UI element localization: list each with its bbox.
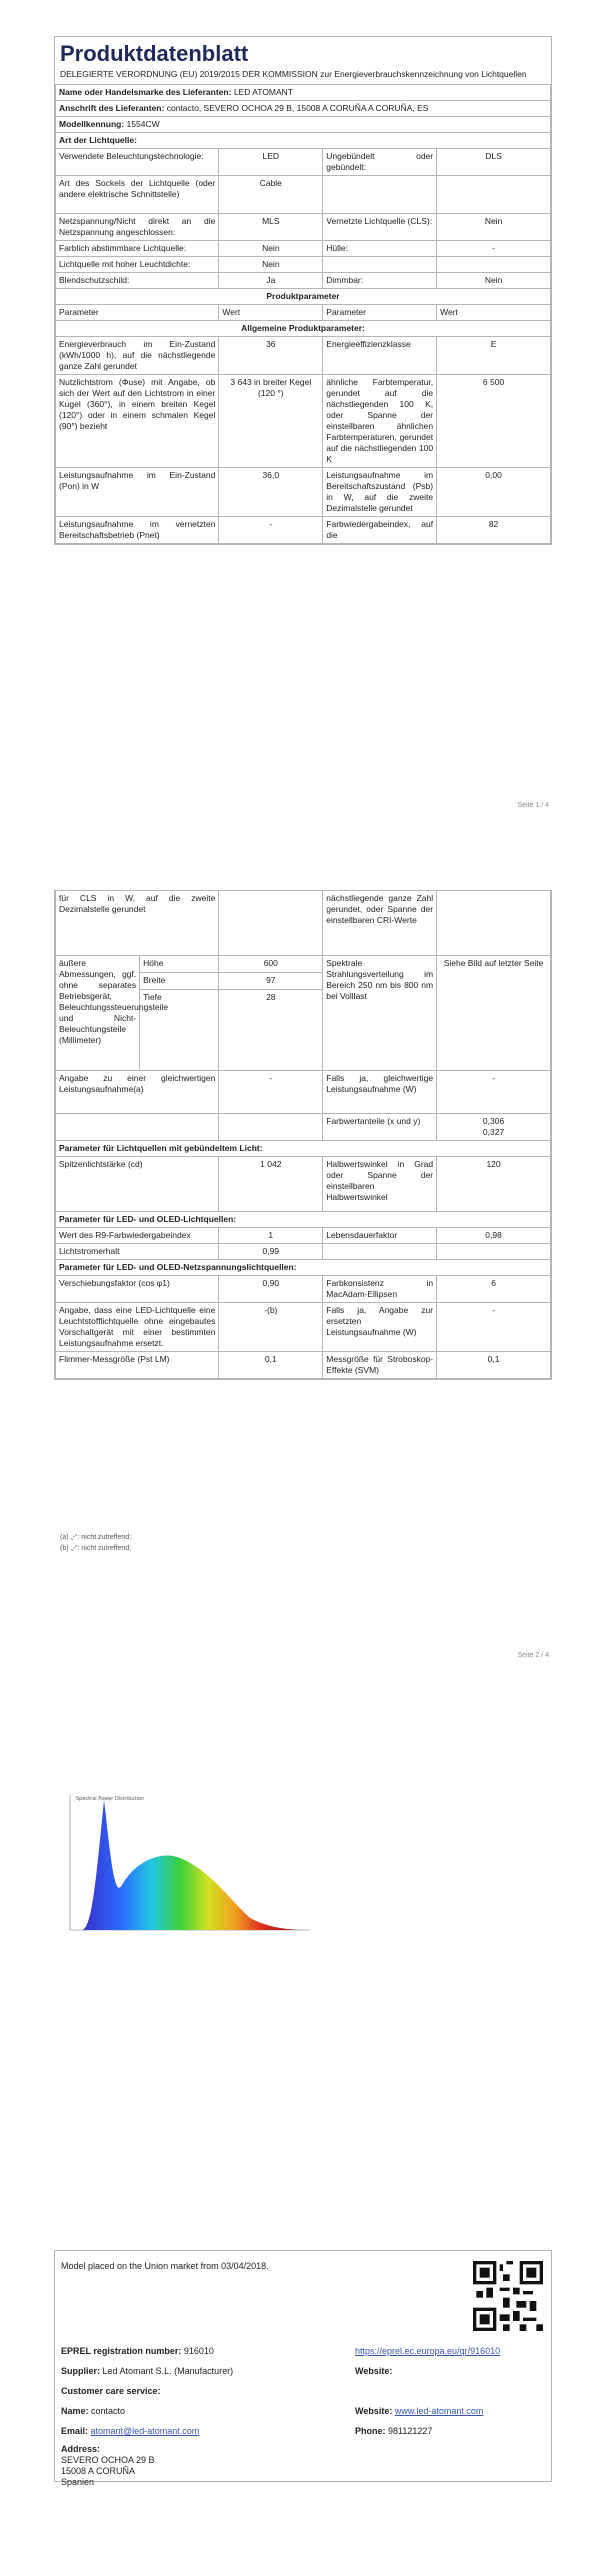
cell-label: Leistungsaufnahme im Bereitschaftszustand (Psb) in W, auf die zweite Dezimalstelle gerundet <box>323 468 437 517</box>
cell-label: Leistungsaufnahme im Ein-Zustand (Pon) in W <box>56 468 219 517</box>
cell-value: Nein <box>437 214 551 241</box>
cell-label: Halbwertswinkel in Grad oder Spanne der einstellbaren Halbwertswinkel <box>323 1157 437 1212</box>
table-row <box>56 241 551 257</box>
cell-label: Falls ja, Angabe zur ersetzten Leistungsaufnahme (W) <box>323 1303 437 1352</box>
col-header-value: Wert <box>437 305 551 321</box>
cell-value: - <box>437 1071 551 1114</box>
cell-value: Ja <box>219 273 323 289</box>
cell-value: 0,98 <box>437 1228 551 1244</box>
cell-value <box>437 176 551 214</box>
cell-label: Netzspannung/Nicht direkt an die Netzspannung angeschlossen: <box>56 214 219 241</box>
cell-value: Nein <box>219 241 323 257</box>
footnote-b: (b) „-“: nicht zutreffend; <box>60 1545 132 1552</box>
table-row <box>56 891 551 956</box>
placed-on-market: Model placed on the Union market from 03/04/2018. <box>61 2261 269 2271</box>
cell-value: MLS <box>219 214 323 241</box>
supplier-value: Led Atomant S.L. (Manufacturer) <box>102 2366 234 2376</box>
contact-name-value: contacto <box>91 2406 126 2416</box>
table-row <box>56 1303 551 1352</box>
table-row <box>56 1352 551 1379</box>
cell-value: 0,1 <box>219 1352 323 1379</box>
cell-value <box>437 257 551 273</box>
model-value: 1554CW <box>126 119 160 129</box>
cell-label: Farbwiedergabeindex, auf die <box>323 517 437 544</box>
cell-label: Blendschutzschild: <box>56 273 219 289</box>
phone-label: Phone: <box>355 2426 386 2436</box>
customer-service-label: Customer care service: <box>61 2386 161 2396</box>
cell-value: - <box>437 241 551 257</box>
cell-label: nächstliegende ganze Zahl gerundet, oder Spanne der einstellbaren CRI-Werte <box>323 891 437 956</box>
doc-subtitle: DELEGIERTE VERORDNUNG (EU) 2019/2015 DER KOMMISSION zur Energieverbrauchskennzeichnung von Lichtquellen <box>60 69 527 79</box>
table-row <box>56 273 551 289</box>
page-1 <box>0 0 603 830</box>
table-row <box>56 517 551 544</box>
cell-label: Energieeffizienzklasse <box>323 337 437 375</box>
page-number: Seite 1 / 4 <box>517 802 549 809</box>
eprel-link[interactable]: https://eprel.ec.europa.eu/qr/916010 <box>355 2346 501 2356</box>
cell-value: Cable <box>219 176 323 214</box>
cell-value: - <box>219 517 323 544</box>
cell-label: Farblich abstimmbare Lichtquelle: <box>56 241 219 257</box>
cell-label: Farbwertanteile (x und y) <box>323 1114 437 1141</box>
cell-value: 120 <box>437 1157 551 1212</box>
cell-value: Siehe Bild auf letzter Seite <box>437 956 551 1071</box>
dimensions-label: äußere Abmessungen, ggf. ohne separates Betriebsgerät, Beleuchtungssteuerungsteile und Nicht-Beleuchtungsteile (Millimeter) <box>56 956 140 1071</box>
product-params-header: Produktparameter <box>56 289 551 305</box>
chroma-y: 0,327 <box>482 1127 505 1137</box>
cell-label: Spektrale Strahlungsverteilung im Bereich 250 nm bis 800 nm bei Volllast <box>323 956 437 1071</box>
cell-value <box>437 1244 551 1260</box>
reg-value: 916010 <box>183 2346 214 2356</box>
cell-value: 3 643 in breiter Kegel (120 °) <box>219 375 323 468</box>
table-row <box>56 257 551 273</box>
cell-label <box>323 176 437 214</box>
cell-value: 1 042 <box>219 1157 323 1212</box>
table-row <box>56 1276 551 1303</box>
table-row <box>56 1114 551 1141</box>
cell-label: Wert des R9-Farbwiedergabeindex <box>56 1228 219 1244</box>
supplier-name-label: Name oder Handelsmarke des Lieferanten: <box>59 87 232 97</box>
doc-title: Produktdatenblatt <box>60 41 249 66</box>
contact-name-label: Name: <box>61 2406 89 2416</box>
page-number: Seite 2 / 4 <box>517 1652 549 1659</box>
cell-value: Nein <box>219 257 323 273</box>
chroma-x: 0,306 <box>482 1116 505 1126</box>
qr-code-icon[interactable] <box>473 2261 543 2331</box>
cell-label: Falls ja, gleichwertige Leistungsaufnahme (W) <box>323 1071 437 1114</box>
spectrum-chart <box>60 1790 320 1940</box>
cell-value: DLS <box>437 149 551 176</box>
cell-label: Angabe zu einer gleichwertigen Leistungsaufnahme(a) <box>56 1071 219 1114</box>
col-header-parameter: Parameter <box>323 305 437 321</box>
address-line: Spanien <box>61 2477 95 2487</box>
cell-label: Lebensdauerfaktor <box>323 1228 437 1244</box>
cell-label: Messgröße für Stroboskop-Effekte (SVM) <box>323 1352 437 1379</box>
cell-value: 0,00 <box>437 468 551 517</box>
dimension-key: Tiefe <box>140 990 219 1071</box>
cell-label: Art des Sockels der Lichtquelle (oder andere elektrische Schnittstelle) <box>56 176 219 214</box>
cell-value: 36 <box>219 337 323 375</box>
table-row <box>56 176 551 214</box>
table-row <box>56 214 551 241</box>
cell-label: Vernetzte Lichtquelle (CLS): <box>323 214 437 241</box>
cell-value: Nein <box>437 273 551 289</box>
cell-label: für CLS in W, auf die zweite Dezimalstelle gerundet <box>56 891 219 956</box>
dimension-value: 97 <box>219 973 323 990</box>
cell-value: 1 <box>219 1228 323 1244</box>
table-row <box>56 337 551 375</box>
supplier-label: Supplier: <box>61 2366 101 2376</box>
datasheet-page-2 <box>54 890 552 1380</box>
cell-label: Energieverbrauch im Ein-Zustand (kWh/1000 h), auf die nächstliegende ganze Zahl gerundet <box>56 337 219 375</box>
address-line: 15008 A CORUÑA <box>61 2466 136 2476</box>
page-2 <box>0 880 603 1700</box>
email-label: Email: <box>61 2426 89 2436</box>
spectrum-curve <box>82 1800 300 1930</box>
cell-label: Ungebündelt oder gebündelt: <box>323 149 437 176</box>
col-header-value: Wert <box>219 305 323 321</box>
type-header: Art der Lichtquelle: <box>56 133 551 149</box>
datasheet-page-1 <box>54 36 552 545</box>
table-row <box>56 956 551 973</box>
model-label: Modellkennung: <box>59 119 125 129</box>
cell-value: 36,0 <box>219 468 323 517</box>
cell-value: E <box>437 337 551 375</box>
cell-value: 0,99 <box>219 1244 323 1260</box>
mains-header: Parameter für LED- und OLED-Netzspannungslichtquellen: <box>56 1260 551 1276</box>
directional-header: Parameter für Lichtquellen mit gebündeltem Licht: <box>56 1141 551 1157</box>
cell-value: 6 <box>437 1276 551 1303</box>
led-header: Parameter für LED- und OLED-Lichtquellen: <box>56 1212 551 1228</box>
eprel-info-box <box>54 2250 552 2487</box>
cell-label <box>323 1244 437 1260</box>
cell-value: - <box>437 1303 551 1352</box>
dimension-key: Höhe <box>140 956 219 973</box>
cell-value: 6 500 <box>437 375 551 468</box>
cell-value: 82 <box>437 517 551 544</box>
cell-label: Spitzenlichtstärke (cd) <box>56 1157 219 1212</box>
address-value: contacto, SEVERO OCHOA 29 B, 15008 A CORUÑA A CORUÑA, ES <box>166 103 429 113</box>
cell-value: 0,90 <box>219 1276 323 1303</box>
cell-label: Flimmer-Messgröße (Pst LM) <box>56 1352 219 1379</box>
cell-label: Nutzlichtstrom (Φuse) mit Angabe, ob sich der Wert auf den Lichtstrom in einer Kugel (360°), in einem breiten Kegel (120°) oder in einem schmalen Kegel (90°) bezieht <box>56 375 219 468</box>
table-row <box>56 1228 551 1244</box>
cell-label <box>323 257 437 273</box>
table-row <box>56 1071 551 1114</box>
cell-label: Leistungsaufnahme im vernetzten Bereitschaftsbetrieb (Pnet) <box>56 517 219 544</box>
cell-label: ähnliche Farbtemperatur, gerundet auf die nächstliegenden 100 K, oder Spanne der einstellbaren ähnlichen Farbtemperaturen, gerundet auf die nächstliegenden 100 K <box>323 375 437 468</box>
website-link[interactable]: www.led-atomant.com <box>394 2406 484 2416</box>
table-row <box>56 468 551 517</box>
address-label-en: Address: <box>61 2444 101 2454</box>
table-row <box>56 1244 551 1260</box>
cell-label: Hülle: <box>323 241 437 257</box>
supplier-name-value: LED ATOMANT <box>233 87 294 97</box>
address-label: Anschrift des Lieferanten: <box>59 103 165 113</box>
dimension-key: Breite <box>140 973 219 990</box>
reg-label: EPREL registration number: <box>61 2346 182 2356</box>
table-row <box>56 1157 551 1212</box>
dimension-value: 28 <box>219 990 323 1071</box>
cell-label: Dimmbar: <box>323 273 437 289</box>
col-header-parameter: Parameter <box>56 305 219 321</box>
address-line: SEVERO OCHOA 29 B <box>61 2455 155 2465</box>
website2-label: Website: <box>355 2406 393 2416</box>
cell-label: Farbkonsistenz in MacAdam-Ellipsen <box>323 1276 437 1303</box>
cell-value: - <box>219 1071 323 1114</box>
cell-label: Lichtstromerhalt <box>56 1244 219 1260</box>
cell-label: Verschiebungsfaktor (cos φ1) <box>56 1276 219 1303</box>
spectrum-title: Spectral Power Distribution <box>76 1796 145 1802</box>
footnote-a: (a) „-“: nicht zutreffend; <box>60 1534 132 1541</box>
email-link[interactable]: atomant@led-atomant.com <box>90 2426 200 2436</box>
dimension-value: 600 <box>219 956 323 973</box>
cell-label: Angabe, dass eine LED-Lichtquelle eine Leuchtstofflichtquelle ohne eingebautes Vorschaltgerät mit einer bestimmten Leistungsaufnahme ersetzt. <box>56 1303 219 1352</box>
table-row <box>56 149 551 176</box>
cell-value: -(b) <box>219 1303 323 1352</box>
cell-label: Verwendete Beleuchtungstechnologie: <box>56 149 219 176</box>
cell-value: 0,1 <box>437 1352 551 1379</box>
phone-value: 981121227 <box>388 2426 433 2436</box>
general-header: Allgemeine Produktparameter: <box>56 321 551 337</box>
table-row <box>56 375 551 468</box>
website-label: Website: <box>355 2366 393 2376</box>
cell-label: Lichtquelle mit hoher Leuchtdichte: <box>56 257 219 273</box>
cell-value: LED <box>219 149 323 176</box>
